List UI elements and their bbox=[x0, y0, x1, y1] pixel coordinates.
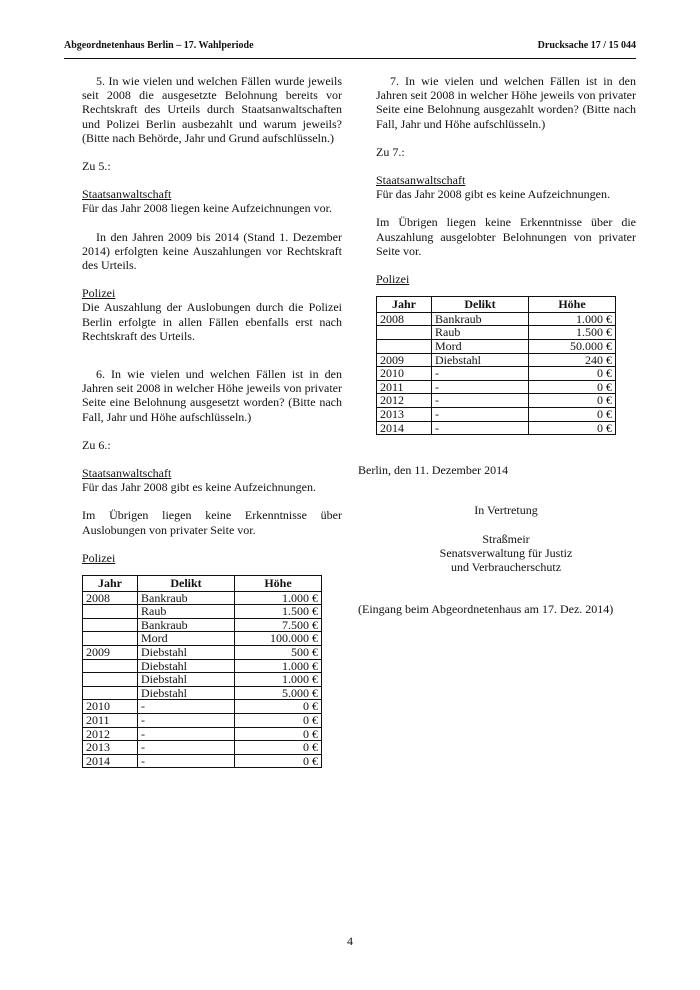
cell-jahr: 2013 bbox=[83, 741, 138, 755]
cell-hoehe: 100.000 € bbox=[235, 632, 322, 646]
col-header-hoehe: Höhe bbox=[235, 576, 322, 592]
cell-delikt: Diebstahl bbox=[138, 646, 235, 660]
col-header-jahr: Jahr bbox=[83, 576, 138, 592]
cell-jahr: 2011 bbox=[377, 380, 432, 394]
table-row bbox=[83, 714, 322, 728]
cell-jahr: 2010 bbox=[83, 700, 138, 714]
office-line-1: Senatsverwaltung für Justiz bbox=[439, 545, 573, 560]
cell-hoehe: 1.500 € bbox=[529, 326, 616, 340]
table-row bbox=[377, 367, 616, 381]
table-row bbox=[83, 741, 322, 755]
answer-6-sta-heading: Staatsanwaltschaft bbox=[82, 466, 172, 481]
question-7: 7. In wie vielen und welchen Fällen ist in den Jahren seit 2008 in welcher Höhe jeweils von privater Seite eine Belohnung ausgezahlt worden? (Bitte nach Fall, Jahr und Höhe aufschlüsseln.) bbox=[376, 74, 636, 131]
cell-jahr bbox=[83, 686, 138, 700]
cell-hoehe: 0 € bbox=[235, 741, 322, 755]
cell-delikt: Raub bbox=[432, 326, 529, 340]
table-row bbox=[377, 312, 616, 326]
header-rule bbox=[64, 58, 636, 59]
cell-hoehe: 0 € bbox=[235, 700, 322, 714]
cell-jahr: 2012 bbox=[377, 394, 432, 408]
cell-hoehe: 7.500 € bbox=[235, 618, 322, 632]
answer-5-pol-heading: Polizei bbox=[82, 286, 116, 301]
cell-jahr bbox=[83, 618, 138, 632]
cell-hoehe: 0 € bbox=[235, 727, 322, 741]
cell-hoehe: 0 € bbox=[529, 407, 616, 421]
cell-jahr bbox=[83, 605, 138, 619]
page-number: 4 bbox=[347, 934, 353, 948]
table-row bbox=[377, 340, 616, 354]
cell-jahr bbox=[83, 632, 138, 646]
table-row bbox=[83, 659, 322, 673]
signature-block bbox=[376, 503, 636, 574]
answer-5-pol-text: Die Auszahlung der Auslobungen durch die Polizei Berlin erfolgte in allen Fällen ebenfalls erst nach Rechtskraft des Urteils. bbox=[82, 300, 342, 343]
table-private-rewards-set bbox=[82, 575, 322, 768]
cell-delikt: Diebstahl bbox=[138, 659, 235, 673]
cell-hoehe: 50.000 € bbox=[529, 340, 616, 354]
cell-delikt: - bbox=[138, 741, 235, 755]
table-row bbox=[377, 380, 616, 394]
answer-6-other: Im Übrigen liegen keine Erkenntnisse über Auslobungen von privater Seite vor. bbox=[82, 508, 342, 537]
col-header-hoehe: Höhe bbox=[529, 297, 616, 313]
cell-jahr: 2008 bbox=[83, 591, 138, 605]
cell-delikt: - bbox=[432, 367, 529, 381]
cell-delikt: - bbox=[432, 394, 529, 408]
answer-6-sta-text: Für das Jahr 2008 gibt es keine Aufzeichnungen. bbox=[82, 480, 316, 495]
cell-delikt: Bankraub bbox=[138, 618, 235, 632]
cell-jahr: 2013 bbox=[377, 407, 432, 421]
cell-hoehe: 0 € bbox=[529, 421, 616, 435]
cell-delikt: Diebstahl bbox=[138, 686, 235, 700]
header-left: Abgeordnetenhaus Berlin – 17. Wahlperiode bbox=[64, 40, 254, 51]
table-row bbox=[377, 353, 616, 367]
table-private-rewards-paid bbox=[376, 296, 616, 435]
answer-6-sta bbox=[82, 466, 342, 494]
cell-jahr bbox=[377, 340, 432, 354]
date-line: Berlin, den 11. Dezember 2014 bbox=[358, 463, 509, 478]
table-row bbox=[83, 632, 322, 646]
cell-delikt: Diebstahl bbox=[432, 353, 529, 367]
answer-7-sta bbox=[376, 173, 636, 201]
table-header-row bbox=[83, 576, 322, 592]
cell-delikt: Raub bbox=[138, 605, 235, 619]
cell-jahr: 2011 bbox=[83, 714, 138, 728]
table-row bbox=[377, 394, 616, 408]
left-column bbox=[82, 74, 342, 768]
cell-delikt: - bbox=[138, 714, 235, 728]
cell-jahr: 2010 bbox=[377, 367, 432, 381]
cell-jahr bbox=[83, 673, 138, 687]
answer-5-sta-text: Für das Jahr 2008 liegen keine Aufzeichnungen vor. bbox=[82, 201, 332, 216]
office-line-2: und Verbraucherschutz bbox=[450, 559, 562, 574]
answer-5-label: Zu 5.: bbox=[82, 159, 111, 174]
table-row bbox=[83, 686, 322, 700]
cell-delikt: Mord bbox=[432, 340, 529, 354]
table-row bbox=[83, 591, 322, 605]
col-header-delikt: Delikt bbox=[138, 576, 235, 592]
eingang-note: (Eingang beim Abgeordnetenhaus am 17. Dez. 2014) bbox=[358, 602, 614, 617]
table-header-row bbox=[377, 297, 616, 313]
right-column bbox=[358, 74, 636, 630]
table-row bbox=[83, 673, 322, 687]
col-header-delikt: Delikt bbox=[432, 297, 529, 313]
answer-7-pol-heading-text: Polizei bbox=[376, 272, 410, 287]
vertretung: In Vertretung bbox=[474, 503, 538, 518]
cell-hoehe: 240 € bbox=[529, 353, 616, 367]
table-row bbox=[83, 605, 322, 619]
cell-jahr: 2014 bbox=[83, 754, 138, 768]
cell-jahr: 2008 bbox=[377, 312, 432, 326]
cell-hoehe: 1.000 € bbox=[235, 659, 322, 673]
cell-delikt: - bbox=[138, 700, 235, 714]
answer-5-sta bbox=[82, 187, 342, 215]
cell-jahr: 2009 bbox=[83, 646, 138, 660]
table-row bbox=[83, 700, 322, 714]
table-row bbox=[83, 618, 322, 632]
cell-jahr: 2014 bbox=[377, 421, 432, 435]
answer-7-sta-text: Für das Jahr 2008 gibt es keine Aufzeichnungen. bbox=[376, 187, 610, 202]
cell-jahr bbox=[377, 326, 432, 340]
cell-delikt: - bbox=[432, 421, 529, 435]
table-row bbox=[83, 754, 322, 768]
cell-hoehe: 1.500 € bbox=[235, 605, 322, 619]
answer-7-label: Zu 7.: bbox=[376, 144, 405, 159]
cell-hoehe: 0 € bbox=[529, 394, 616, 408]
table-row bbox=[83, 646, 322, 660]
cell-hoehe: 1.000 € bbox=[235, 591, 322, 605]
cell-delikt: - bbox=[138, 754, 235, 768]
cell-hoehe: 1.000 € bbox=[235, 673, 322, 687]
answer-5-sta-heading: Staatsanwaltschaft bbox=[82, 187, 172, 202]
cell-hoehe: 5.000 € bbox=[235, 686, 322, 700]
cell-hoehe: 0 € bbox=[235, 754, 322, 768]
cell-jahr bbox=[83, 659, 138, 673]
cell-hoehe: 0 € bbox=[235, 714, 322, 728]
question-5: 5. In wie vielen und welchen Fällen wurde jeweils seit 2008 die ausgesetzte Belohnung bereits vor Rechtskraft des Urteils durch Staatsanwaltschaften und Polizei Berlin ausbezahlt und warum jeweils? (Bitte nach Behörde, Jahr und Grund aufschlüsseln.) bbox=[82, 74, 342, 145]
header-right: Drucksache 17 / 15 044 bbox=[537, 40, 636, 51]
cell-hoehe: 0 € bbox=[529, 380, 616, 394]
cell-jahr: 2009 bbox=[377, 353, 432, 367]
cell-delikt: Bankraub bbox=[432, 312, 529, 326]
answer-5-years: In den Jahren 2009 bis 2014 (Stand 1. Dezember 2014) erfolgten keine Auszahlungen vor Rechtskraft des Urteils. bbox=[82, 229, 342, 273]
table-row bbox=[377, 421, 616, 435]
cell-hoehe: 500 € bbox=[235, 646, 322, 660]
cell-hoehe: 1.000 € bbox=[529, 312, 616, 326]
cell-hoehe: 0 € bbox=[529, 367, 616, 381]
answer-6-label: Zu 6.: bbox=[82, 437, 111, 452]
col-header-jahr: Jahr bbox=[377, 297, 432, 313]
answer-7-pol-heading bbox=[376, 272, 636, 286]
cell-delikt: - bbox=[432, 380, 529, 394]
answer-6-pol-heading bbox=[82, 551, 342, 565]
table-row bbox=[83, 727, 322, 741]
answer-7-sta-heading: Staatsanwaltschaft bbox=[376, 173, 466, 188]
signatory-name: Straßmeir bbox=[482, 531, 530, 546]
question-6: 6. In wie vielen und welchen Fällen ist in den Jahren seit 2008 in welcher Höhe jeweils von privater Seite eine Belohnung ausgesetzt worden? (Bitte nach Fall, Jahr und Höhe aufschlüsseln.) bbox=[82, 367, 342, 424]
cell-delikt: Bankraub bbox=[138, 591, 235, 605]
answer-5-pol bbox=[82, 286, 342, 343]
answer-6-pol-heading-text: Polizei bbox=[82, 550, 116, 565]
cell-jahr: 2012 bbox=[83, 727, 138, 741]
table-row bbox=[377, 407, 616, 421]
answer-7-other: Im Übrigen liegen keine Erkenntnisse über die Auszahlung ausgelobter Belohnungen von privater Seite vor. bbox=[376, 215, 636, 258]
cell-delikt: Diebstahl bbox=[138, 673, 235, 687]
cell-delikt: - bbox=[432, 407, 529, 421]
table-row bbox=[377, 326, 616, 340]
cell-delikt: - bbox=[138, 727, 235, 741]
cell-delikt: Mord bbox=[138, 632, 235, 646]
